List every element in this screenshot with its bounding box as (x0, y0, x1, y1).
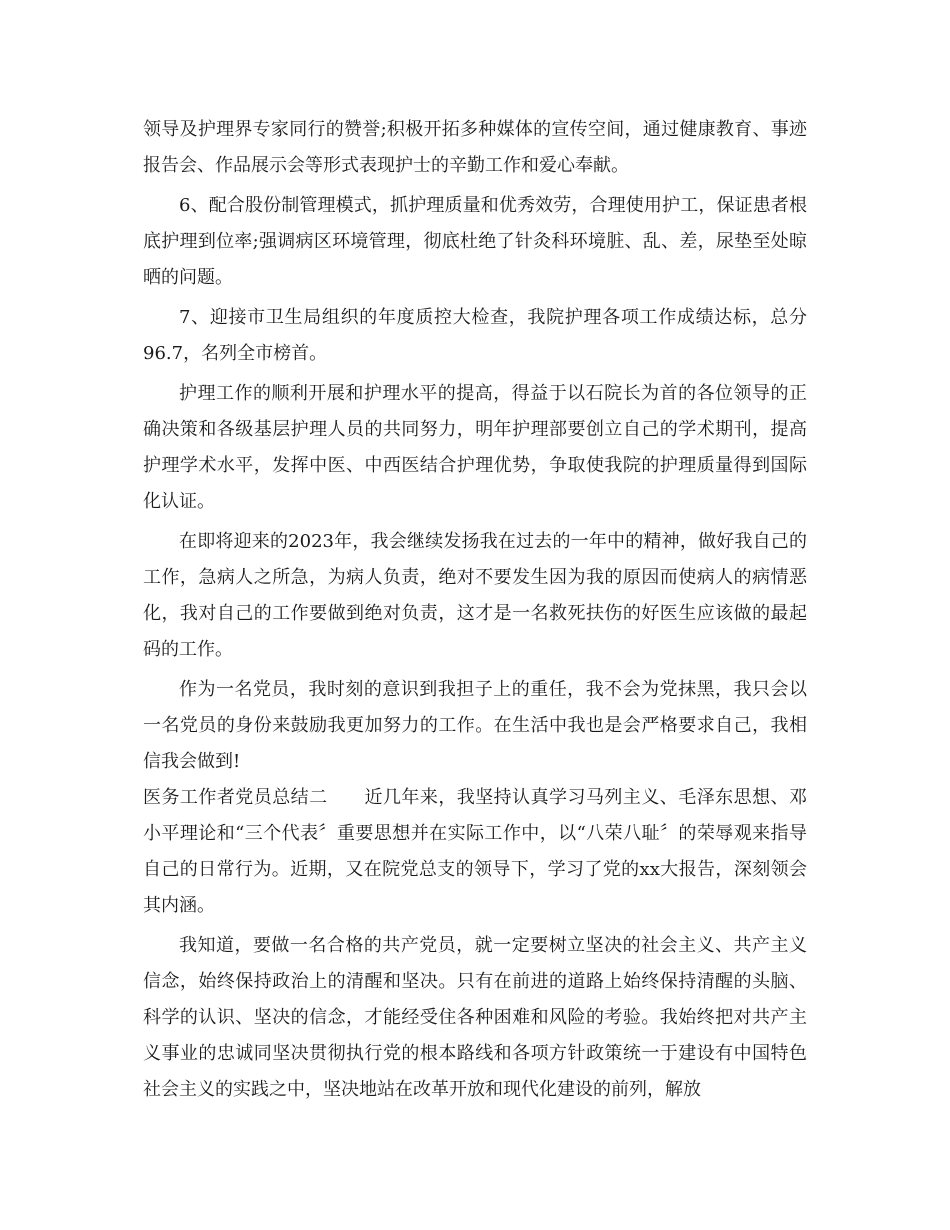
paragraph-6: 作为一名党员，我时刻的意识到我担子上的重任，我不会为党抹黑，我只会以一名党员的身份来鼓励我更加努力的工作。在生活中我也是会严格要求自己，我相信我会做到! (143, 679, 807, 772)
paragraph-3: 7、迎接市卫生局组织的年度质控大检查，我院护理各项工作成绩达标，总分96.7，名列全市榜首。 (143, 307, 807, 364)
paragraph-2: 6、配合股份制管理模式，抓护理质量和优秀效劳，合理使用护工，保证患者根底护理到位率;强调病区环境管理，彻底杜绝了针灸科环境脏、乱、差，尿垫至处晾晒的问题。 (143, 195, 807, 288)
paragraph-8: 我知道，要做一名合格的共产党员，就一定要树立坚决的社会主义、共产主义信念，始终保持政治上的清醒和坚决。只有在前进的道路上始终保持清醒的头脑、科学的认识、坚决的信念，才能经受住各种困难和风险的考验。我始终把对共产主义事业的忠诚同坚决贯彻执行党的根本路线和各项方针政策统一于建设有中国特色社会主义的实践之中，坚决地站在改革开放和现代化建设的前列，解放 (143, 935, 807, 1100)
paragraph-7-section-heading: 医务工作者党员总结二 近几年来，我坚持认真学习马列主义、毛泽东思想、邓小平理论和“三个代表〞重要思想并在实际工作中，以“八荣八耻〞的荣辱观来指导自己的日常行为。近期，又在院党总支的领导下，学习了党的xx大报告，深刻领会其内涵。 (143, 787, 807, 916)
document-body (143, 112, 807, 1108)
paragraph-5: 在即将迎来的2023年，我会继续发扬我在过去的一年中的精神，做好我自己的工作，急病人之所急，为病人负责，绝对不要发生因为我的原因而使病人的病情恶化，我对自己的工作要做到绝对负责，这才是一名救死扶伤的好医生应该做的最起码的工作。 (143, 531, 807, 660)
paragraph-4: 护理工作的顺利开展和护理水平的提高，得益于以石院长为首的各位领导的正确决策和各级基层护理人员的共同努力，明年护理部要创立自己的学术期刊，提高护理学术水平，发挥中医、中西医结合护理优势，争取使我院的护理质量得到国际化认证。 (143, 383, 807, 512)
paragraph-1: 领导及护理界专家同行的赞誉;积极开拓多种媒体的宣传空间，通过健康教育、事迹报告会、作品展示会等形式表现护士的辛勤工作和爱心奉献。 (143, 119, 807, 176)
